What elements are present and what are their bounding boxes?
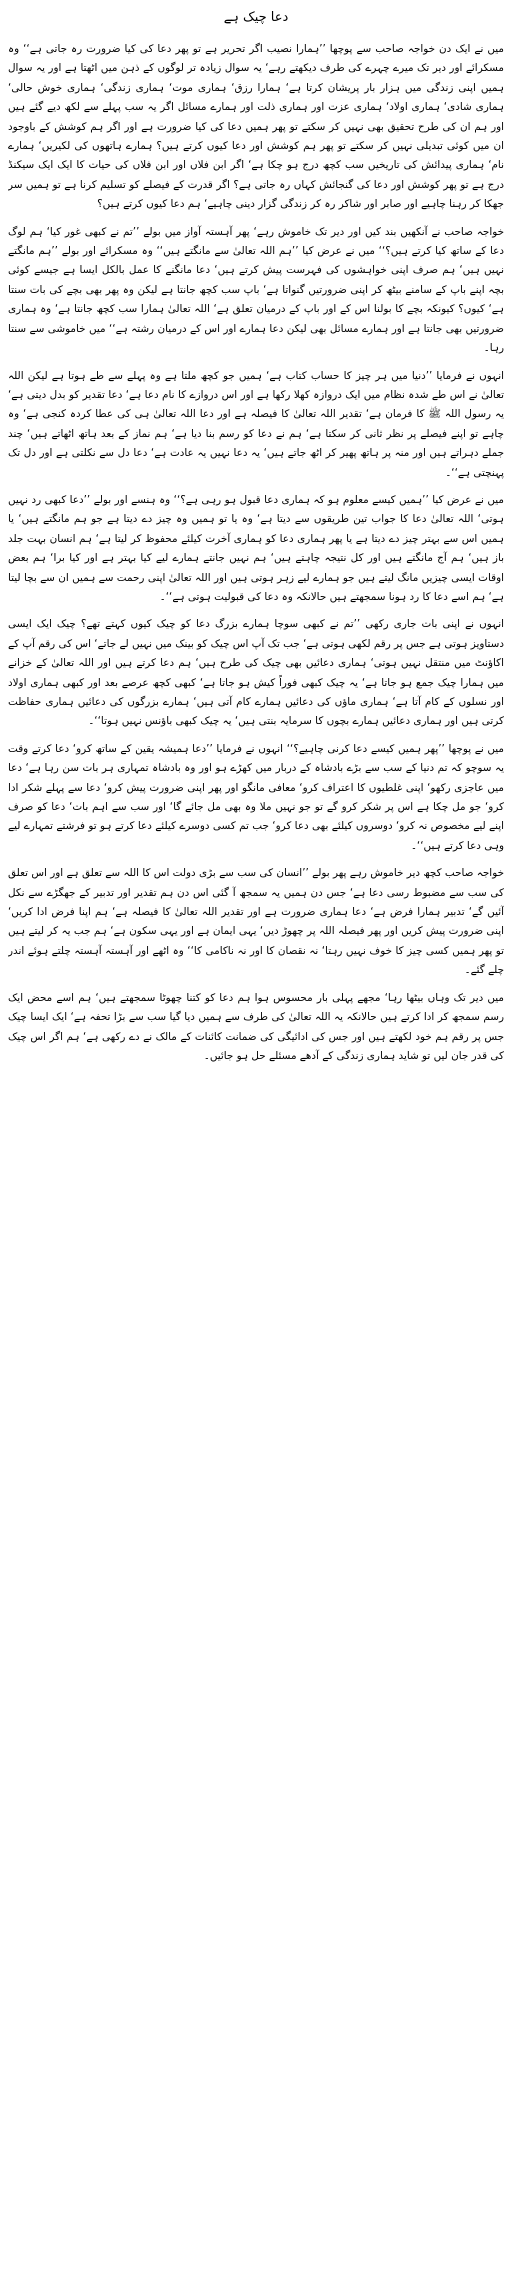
column-title: دعا چیک ہے xyxy=(223,10,289,25)
paragraph: خواجہ صاحب کچھ دیر خاموش رہے پھر بولے ’’انسان کی سب سے بڑی دولت اس کا اللہ سے تعلق ہے اور اس تعلق کی سب سے مضبوط رسی دعا ہے‘ جس دن ہمیں یہ سمجھ آ گئی اس دن ہم تقدیر اور تدبیر کے جھگڑے سے نکل آئیں گے‘ تدبیر ہمارا فرض ہے‘ دعا ہماری ضرورت ہے اور تقدیر اللہ تعالیٰ کا فیصلہ ہے‘ ہم اپنا فرض ادا کریں‘ اپنی ضرورت پیش کریں اور پھر فیصلہ اللہ پر چھوڑ دیں‘ یہی ایمان ہے اور یہی سکون ہے‘ ہم جب یہ کر لیتے ہیں تو پھر ہمیں کسی چیز کا خوف نہیں رہتا‘ نہ نقصان کا اور نہ ناکامی کا‘‘ وہ اٹھے اور آہستہ آہستہ چلتے ہوئے اندر چلے گئے۔ xyxy=(8,867,504,977)
paragraph: میں نے عرض کیا ’’ہمیں کیسے معلوم ہو کہ ہماری دعا قبول ہو رہی ہے؟‘‘ وہ ہنسے اور بولے ’’دعا کبھی رد نہیں ہوتی‘ اللہ تعالیٰ دعا کا جواب تین طریقوں سے دیتا ہے‘ وہ یا تو ہمیں وہ چیز دے دیتا ہے جو ہم مانگتے ہیں‘ یا ہمیں اس سے بہتر چیز دے دیتا ہے یا پھر ہماری دعا کو ہماری آخرت کیلئے محفوظ کر لیتا ہے‘ ہم انسان بہت جلد باز ہیں‘ ہم آج مانگتے ہیں اور کل نتیجہ چاہتے ہیں‘ ہم نہیں جانتے ہمارے لیے کیا بہتر ہے اور کیا برا‘ ہم بعض اوقات ایسی چیزیں مانگ لیتے ہیں جو ہمارے لیے زہر ہوتی ہیں اور اللہ تعالیٰ اپنی رحمت سے ہمیں ان سے بچا لیتا ہے‘ ہم اسے دعا کا رد ہونا سمجھتے ہیں حالانکہ وہ دعا کی قبولیت ہوتی ہے‘‘۔ xyxy=(8,493,504,603)
paragraph: میں نے پوچھا ’’پھر ہمیں کیسے دعا کرنی چاہیے؟‘‘ انہوں نے فرمایا ’’دعا ہمیشہ یقین کے ساتھ کرو‘ دعا کرتے وقت یہ سوچو کہ تم دنیا کے سب سے بڑے بادشاہ کے دربار میں کھڑے ہو اور وہ بادشاہ تمہاری ہر بات سن رہا ہے‘ دعا میں عاجزی رکھو‘ اپنی غلطیوں کا اعتراف کرو‘ معافی مانگو اور پھر اپنی ضرورت پیش کرو‘ دعا سے پہلے شکر ادا کرو‘ جو مل چکا ہے اس پر شکر کرو گے تو جو نہیں ملا وہ بھی مل جائے گا‘ اور سب سے اہم بات‘ دعا کو صرف اپنے لیے مخصوص نہ کرو‘ دوسروں کیلئے بھی دعا کرو‘ جب تم کسی دوسرے کیلئے دعا کرتے ہو تو فرشتے تمہارے لیے وہی دعا کرتے ہیں‘‘۔ xyxy=(8,742,504,852)
paragraph: انہوں نے فرمایا ’’دنیا میں ہر چیز کا حساب کتاب ہے‘ ہمیں جو کچھ ملتا ہے وہ پہلے سے طے ہوتا ہے لیکن اللہ تعالیٰ نے اس طے شدہ نظام میں ایک دروازہ کھلا رکھا ہے اور اس دروازے کا نام دعا ہے‘ دعا تقدیر کو بدل دیتی ہے‘ یہ رسول اللہ ﷺ کا فرمان ہے‘ تقدیر اللہ تعالیٰ کا فیصلہ ہے اور دعا اللہ تعالیٰ ہی کی عطا کردہ کنجی ہے‘ وہ چاہے تو اپنے فیصلے پر نظر ثانی کر سکتا ہے‘ ہم نے دعا کو رسم بنا دیا ہے‘ ہم نماز کے بعد ہاتھ اٹھاتے ہیں‘ چند جملے دہراتے ہیں اور منہ پر ہاتھ پھیر کر اٹھ جاتے ہیں‘ یہ دعا نہیں یہ عادت ہے‘ دعا دل سے نکلتی ہے اور دل تک پہنچتی ہے‘‘۔ xyxy=(8,369,504,479)
paragraph: میں نے ایک دن خواجہ صاحب سے پوچھا ’’ہمارا نصیب اگر تحریر ہے تو پھر دعا کی کیا ضرورت رہ جاتی ہے‘‘ وہ مسکرائے اور دیر تک میرے چہرے کی طرف دیکھتے رہے‘ یہ سوال زیادہ تر لوگوں کے ذہن میں اٹھتا ہے اور یہ سوال ہمیں اپنی زندگی میں ہزار بار پریشان کرتا ہے‘ ہمارا رزق‘ ہماری موت‘ ہماری زندگی‘ ہماری خوش حالی‘ ہماری شادی‘ ہماری اولاد‘ ہماری عزت اور ہماری ذلت اور ہمارے مسائل اگر یہ سب پہلے سے لکھ دیے گئے ہیں اور ہم ان کی طرح تحقیق بھی نہیں کر سکتے تو پھر ہمیں دعا کی کیا ضرورت ہے اور اگر ہم کوشش کے باوجود ان میں کوئی تبدیلی نہیں کر سکتے تو پھر ہم کوشش اور دعا کیوں کرتے ہیں؟ ہمارے ہاتھوں کی لکیریں‘ ہمارے نام‘ ہماری پیدائش کی تاریخیں سب کچھ درج ہو چکا ہے‘ اگر ابن فلاں اور ابن فلاں کی حیات کا ایک ایک سیکنڈ درج ہے تو پھر کوشش اور دعا کی گنجائش کہاں رہ جاتی ہے؟ اگر قدرت کے فیصلے کو تسلیم کرنا ہے تو ہمیں سر جھکا کر رہنا چاہیے اور صابر اور شاکر رہ کر زندگی گزار دینی چاہیے‘ ہم دعا کیوں کرتے ہیں؟ xyxy=(8,43,504,211)
paragraph: میں دیر تک وہاں بیٹھا رہا‘ مجھے پہلی بار محسوس ہوا ہم دعا کو کتنا چھوٹا سمجھتے ہیں‘ ہم اسے محض ایک رسم سمجھ کر ادا کرتے ہیں حالانکہ یہ اللہ تعالیٰ کی طرف سے ہمیں دیا گیا سب سے بڑا تحفہ ہے‘ ایک ایسا چیک جس پر رقم ہم خود لکھتے ہیں اور جس کی ادائیگی کی ضمانت کائنات کے مالک نے دے رکھی ہے‘ ہم اگر اس چیک کی قدر جان لیں تو شاید ہماری زندگی کے آدھے مسئلے حل ہو جائیں۔ xyxy=(8,991,504,1062)
paragraph: انہوں نے اپنی بات جاری رکھی ’’تم نے کبھی سوچا ہمارے بزرگ دعا کو چیک کیوں کہتے تھے؟ چیک ایک ایسی دستاویز ہوتی ہے جس پر رقم لکھی ہوتی ہے‘ جب تک آپ اس چیک کو بینک میں نہیں لے جاتے‘ اس کی رقم آپ کے اکاؤنٹ میں منتقل نہیں ہوتی‘ ہماری دعائیں بھی چیک کی طرح ہیں‘ ہم دعا کرتے ہیں اور اللہ تعالیٰ کے خزانے میں ہمارا چیک جمع ہو جاتا ہے‘ یہ چیک کبھی فوراً کیش ہو جاتا ہے‘ کبھی کچھ عرصے بعد اور کبھی ہماری اولاد اور نسلوں کے کام آتا ہے‘ ہماری ماؤں کی دعائیں ہمارے کام آتی ہیں‘ ہمارے بزرگوں کی دعائیں ہماری حفاظت کرتی ہیں اور ہماری دعائیں ہمارے بچوں کا سرمایہ بنتی ہیں‘ یہ چیک کبھی باؤنس نہیں ہوتا‘‘۔ xyxy=(8,618,504,728)
paragraph: خواجہ صاحب نے آنکھیں بند کیں اور دیر تک خاموش رہے‘ پھر آہستہ آواز میں بولے ’’تم نے کبھی غور کیا‘ ہم لوگ دعا کے ساتھ کیا کرتے ہیں؟‘‘ میں نے عرض کیا ’’ہم اللہ تعالیٰ سے مانگتے ہیں‘‘ وہ مسکرائے اور بولے ’’ہم مانگتے نہیں ہیں‘ ہم صرف اپنی خواہشوں کی فہرست پیش کرتے ہیں‘ دعا مانگنے کا عمل بالکل ایسا ہے جیسے کوئی بچہ اپنے باپ کے سامنے بیٹھ کر اپنی ضرورتیں گنواتا ہے‘ باپ سب کچھ جانتا ہے لیکن وہ پھر بھی بچے کی بات سنتا ہے‘ کیوں؟ کیونکہ بچے کا بولنا اس کے اور باپ کے درمیان تعلق ہے‘ اللہ تعالیٰ ہمارا سب کچھ جانتا ہے‘ وہ ہماری ضرورتیں بھی جانتا ہے اور ہمارے مسائل بھی لیکن دعا ہمارے اور اس کے درمیان رشتہ ہے‘‘ میں خاموشی سے سنتا رہا۔ xyxy=(8,225,504,355)
column-body xyxy=(8,40,504,2285)
